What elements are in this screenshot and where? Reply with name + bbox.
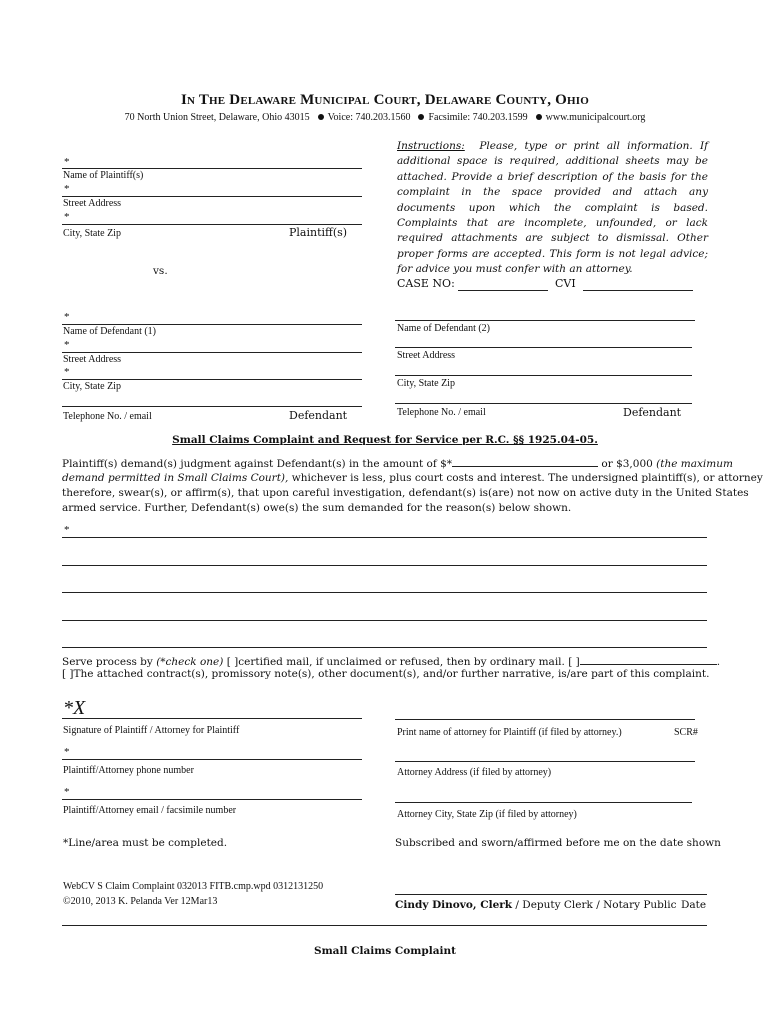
complaint-line-2 <box>62 472 763 484</box>
plaintiff-street-field[interactable] <box>62 196 362 197</box>
complaint-line-2-text: whichever is less, plus court costs and interest. The undersigned plaintiff(s), or attorney <box>291 472 763 484</box>
service-options[interactable]: [ ]certified mail, if unclaimed or refused, then by ordinary mail. [ ] <box>226 656 580 668</box>
clerk-line <box>395 899 677 911</box>
defendant1-name-field[interactable] <box>62 324 362 325</box>
court-address: 70 North Union Street, Delaware, Ohio 43015 <box>124 112 310 123</box>
instructions-block <box>397 139 708 278</box>
attorney-address-field[interactable] <box>395 761 695 762</box>
service-line-2[interactable]: [ ]The attached contract(s), promissory note(s), other document(s), and/or further narrative, is/are part of this complaint. <box>62 668 710 680</box>
max-note: (the maximum <box>656 458 733 470</box>
bullet-icon <box>418 114 424 120</box>
court-title: In The Delaware Municipal Court, Delaware County, Ohio <box>180 92 589 108</box>
defendant1-city-field[interactable] <box>62 379 362 380</box>
attorney-city-label: Attorney City, State Zip (if filed by attorney) <box>397 809 577 820</box>
service-line-1: Serve process by (*check one) [ ]certified mail, if unclaimed or refused, then by ordinary mail. [ ] . <box>62 653 707 668</box>
defendant2-street-label: Street Address <box>397 350 456 361</box>
defendant2-name-label: Name of Defendant (2) <box>397 323 491 334</box>
required-marker: * <box>64 211 70 223</box>
required-marker: * <box>64 366 70 378</box>
bullet-icon <box>318 114 324 120</box>
required-marker: * <box>64 786 70 798</box>
defendant1-street-label: Street Address <box>63 354 122 365</box>
required-marker: * <box>64 339 70 351</box>
plaintiff-street-label: Street Address <box>63 198 122 209</box>
case-no-field[interactable] <box>458 290 548 291</box>
copyright: ©2010, 2013 K. Pelanda Ver 12Mar13 <box>63 896 218 907</box>
demand-text: Plaintiff(s) demand(s) judgment against Defendant(s) in the amount of $* <box>62 458 453 470</box>
required-marker: * <box>64 746 70 758</box>
defendant2-phone-label: Telephone No. / email <box>397 407 486 418</box>
attorney-name-label: Print name of attorney for Plaintiff (if filed by attorney.) <box>397 727 622 738</box>
clerk-name: Cindy Dinovo, Clerk <box>395 899 513 911</box>
court-contact-line <box>0 112 770 123</box>
reason-line-2[interactable] <box>62 565 707 566</box>
plaintiff-city-field[interactable] <box>62 224 362 225</box>
defendant2-name-field[interactable] <box>395 320 695 321</box>
versus-label: vs. <box>153 265 168 277</box>
reason-line-4[interactable] <box>62 620 707 621</box>
required-marker: * <box>64 311 70 323</box>
attorney-name-field[interactable] <box>395 719 695 720</box>
reason-line-1[interactable] <box>62 537 707 538</box>
max-amount: or $3,000 <box>601 458 653 470</box>
email-label: Plaintiff/Attorney email / facsimile number <box>63 805 237 816</box>
page-footer-title: Small Claims Complaint <box>313 945 457 957</box>
defendant1-street-field[interactable] <box>62 352 362 353</box>
defendant2-city-field[interactable] <box>395 375 692 376</box>
defendant2-city-label: City, State Zip <box>397 378 455 389</box>
required-marker: * <box>64 524 70 536</box>
defendant2-phone-field[interactable] <box>395 403 692 404</box>
document-id: WebCV S Claim Complaint 032013 FITB.cmp.wpd 0312131250 <box>63 881 324 892</box>
defendant1-phone-field[interactable] <box>62 406 362 407</box>
instructions-text: Please, type or print all information. If additional space is required, additional sheets may be attached. Provide a brief description of the basis for the complaint in the space provided and attach any documents upon which the complaint is based. Complaints that are incomplete, unfounded, or lack required attachments are subject to dismissal. Other proper forms are accepted. This form is not legal advice; for advice you must confer with an attorney. <box>397 140 708 276</box>
required-note: *Line/area must be completed. <box>63 837 228 849</box>
plaintiff-name-field[interactable] <box>62 168 362 169</box>
max-note-cont: demand permitted in Small Claims Court), <box>62 472 289 484</box>
signature-label: Signature of Plaintiff / Attorney for Plaintiff <box>63 725 240 736</box>
defendant1-name-label: Name of Defendant (1) <box>63 326 157 337</box>
instructions-heading: Instructions: <box>397 140 465 152</box>
reason-line-3[interactable] <box>62 592 707 593</box>
demand-amount-field[interactable] <box>452 455 598 467</box>
attorney-city-field[interactable] <box>395 802 692 803</box>
phone-label: Plaintiff/Attorney phone number <box>63 765 194 776</box>
bullet-icon <box>536 114 542 120</box>
email-field[interactable] <box>62 799 362 800</box>
clerk-signature-field[interactable] <box>395 894 707 895</box>
signature-field[interactable] <box>62 718 362 719</box>
plaintiff-city-label: City, State Zip <box>63 228 121 239</box>
court-fax: Facsimile: 740.203.1599 <box>428 112 528 123</box>
scr-label: SCR# <box>674 727 698 738</box>
defendant1-role-label: Defendant <box>289 409 348 422</box>
check-one-note: (*check one) <box>156 656 224 668</box>
clerk-roles: / Deputy Clerk / Notary Public <box>512 899 677 911</box>
defendant1-city-label: City, State Zip <box>63 381 121 392</box>
attorney-address-label: Attorney Address (if filed by attorney) <box>397 767 552 778</box>
signature-x-mark: *X <box>63 697 86 719</box>
other-service-field[interactable] <box>580 653 717 665</box>
footer-divider <box>62 925 707 926</box>
required-marker: * <box>64 183 70 195</box>
court-voice: Voice: 740.203.1560 <box>327 112 411 123</box>
reason-line-5[interactable] <box>62 647 707 648</box>
court-website[interactable]: www.municipalcourt.org <box>545 112 646 123</box>
defendant1-phone-label: Telephone No. / email <box>63 411 152 422</box>
required-marker: * <box>64 156 70 168</box>
sworn-text: Subscribed and sworn/affirmed before me on the date shown <box>395 837 721 849</box>
complaint-title: Small Claims Complaint and Request for Service per R.C. §§ 1925.04-05. <box>172 434 598 446</box>
defendant2-role-label: Defendant <box>623 406 682 419</box>
plaintiff-role-label: Plaintiff(s) <box>289 226 348 239</box>
defendant2-street-field[interactable] <box>395 347 692 348</box>
plaintiff-name-label: Name of Plaintiff(s) <box>63 170 144 181</box>
cvi-label: CVI <box>555 277 576 290</box>
case-no-label: CASE NO: <box>397 277 455 290</box>
complaint-line-1 <box>62 455 733 470</box>
cvi-field[interactable] <box>583 290 693 291</box>
date-label: Date <box>681 899 707 911</box>
complaint-line-3: therefore, swear(s), or affirm(s), that upon careful investigation, defendant(s) is(are) not now on active duty in the United States <box>62 487 749 499</box>
phone-field[interactable] <box>62 759 362 760</box>
serve-text: Serve process by <box>62 656 153 668</box>
complaint-line-4: armed service. Further, Defendant(s) owe(s) the sum demanded for the reason(s) below shown. <box>62 502 572 514</box>
